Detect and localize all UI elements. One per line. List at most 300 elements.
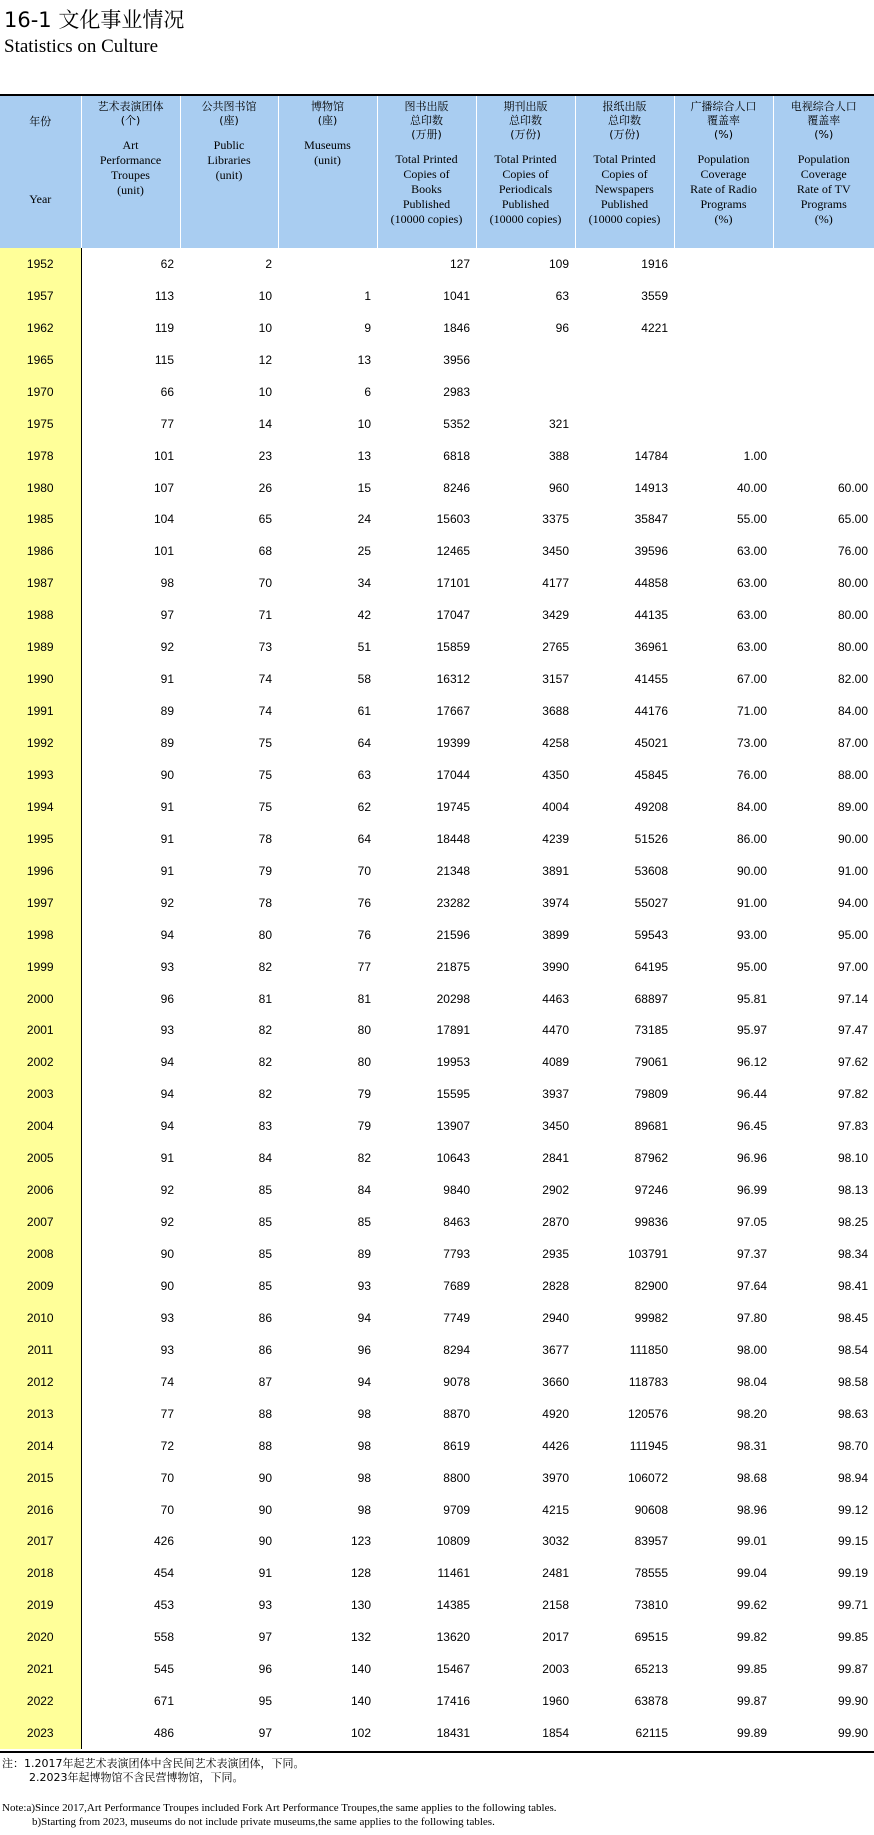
value-cell: 4239 (542, 831, 569, 846)
value-cell: 90 (160, 1247, 174, 1262)
value-cell: 97.14 (837, 991, 868, 1006)
table-row (0, 1717, 874, 1749)
year-cell: 1989 (0, 631, 81, 663)
value-cell: 85 (258, 1183, 272, 1198)
value-cell: 93 (160, 1023, 174, 1038)
value-cell: 97.82 (837, 1087, 868, 1102)
value-cell: 98 (160, 576, 174, 591)
value-cell: 3970 (542, 1470, 569, 1485)
value-cell: 94 (160, 1119, 174, 1134)
value-cell (773, 376, 874, 408)
column-header-books (377, 96, 476, 248)
value-cell: 62 (357, 799, 371, 814)
value-cell: 74 (258, 704, 272, 719)
value-cell: 3450 (542, 1119, 569, 1134)
value-cell: 1 (364, 288, 371, 303)
value-cell: 96 (258, 1662, 272, 1677)
value-cell: 92 (160, 640, 174, 655)
value-cell: 8619 (443, 1438, 470, 1453)
value-cell: 15595 (436, 1087, 470, 1102)
value-cell: 1846 (443, 320, 470, 335)
year-cell: 1970 (0, 376, 81, 408)
value-cell: 1041 (443, 288, 470, 303)
value-cell: 95 (258, 1694, 272, 1709)
value-cell: 94.00 (837, 895, 868, 910)
value-cell: 10 (258, 384, 272, 399)
note-en-1: Note:a)Since 2017,Art Performance Troupes included Fork Art Performance Troupes,the same applies to the following tables. (2, 1802, 557, 1814)
value-cell: 80 (357, 1023, 371, 1038)
value-cell: 4258 (542, 736, 569, 751)
value-cell: 94 (160, 1087, 174, 1102)
value-cell: 91 (160, 672, 174, 687)
value-cell: 96.99 (736, 1183, 767, 1198)
value-cell: 96.44 (736, 1087, 767, 1102)
value-cell: 88 (258, 1438, 272, 1453)
value-cell: 2765 (542, 640, 569, 655)
value-cell: 68897 (634, 991, 668, 1006)
value-cell: 90.00 (837, 831, 868, 846)
year-cell: 2007 (0, 1206, 81, 1238)
value-cell: 3429 (542, 608, 569, 623)
year-cell: 2009 (0, 1270, 81, 1302)
value-cell: 19399 (436, 736, 470, 751)
year-cell: 2023 (0, 1717, 81, 1749)
value-cell: 13907 (436, 1119, 470, 1134)
value-cell: 7689 (443, 1278, 470, 1293)
value-cell: 128 (350, 1566, 371, 1581)
value-cell: 94 (160, 1055, 174, 1070)
value-cell: 2940 (542, 1310, 569, 1325)
value-cell: 6 (364, 384, 371, 399)
header-en: Public Libraries (unit) (207, 138, 251, 182)
value-cell: 90 (160, 1278, 174, 1293)
value-cell: 25 (357, 544, 371, 559)
value-cell: 10809 (436, 1534, 470, 1549)
value-cell: 98.00 (736, 1342, 767, 1357)
header-zh: 电视综合人口 覆盖率 (%) (790, 100, 857, 141)
table-row (0, 1174, 874, 1206)
value-cell: 545 (153, 1662, 174, 1677)
value-cell: 2983 (443, 384, 470, 399)
year-cell: 2004 (0, 1110, 81, 1142)
value-cell: 111945 (629, 1438, 668, 1453)
value-cell: 92 (160, 1183, 174, 1198)
value-cell: 98 (357, 1470, 371, 1485)
table-row (0, 344, 874, 376)
value-cell: 9 (364, 320, 371, 335)
value-cell: 99836 (634, 1215, 668, 1230)
value-cell: 51526 (634, 831, 668, 846)
value-cell: 65 (258, 512, 272, 527)
value-cell: 79 (258, 863, 272, 878)
value-cell: 87962 (634, 1151, 668, 1166)
table-row (0, 631, 874, 663)
table-row (0, 951, 874, 983)
value-cell: 15603 (436, 512, 470, 527)
year-cell: 1996 (0, 855, 81, 887)
value-cell: 93 (160, 1310, 174, 1325)
table-body (0, 248, 874, 1749)
value-cell: 96.12 (736, 1055, 767, 1070)
value-cell: 80.00 (837, 608, 868, 623)
value-cell: 15467 (436, 1662, 470, 1677)
value-cell: 3688 (542, 704, 569, 719)
value-cell: 426 (153, 1534, 174, 1549)
value-cell: 3032 (542, 1534, 569, 1549)
year-cell: 1999 (0, 951, 81, 983)
value-cell: 63.00 (736, 576, 767, 591)
year-cell: 2000 (0, 983, 81, 1015)
value-cell: 83 (258, 1119, 272, 1134)
value-cell: 2935 (542, 1247, 569, 1262)
value-cell: 71 (258, 608, 272, 623)
table-row (0, 1526, 874, 1558)
value-cell: 14913 (634, 480, 668, 495)
year-cell: 2015 (0, 1462, 81, 1494)
value-cell: 19953 (436, 1055, 470, 1070)
value-cell: 12465 (436, 544, 470, 559)
value-cell: 1.00 (743, 448, 767, 463)
value-cell: 2481 (542, 1566, 569, 1581)
value-cell: 89681 (634, 1119, 668, 1134)
value-cell (674, 248, 773, 280)
value-cell: 8294 (443, 1342, 470, 1357)
year-cell: 1952 (0, 248, 81, 280)
value-cell: 96.96 (736, 1151, 767, 1166)
year-cell: 2020 (0, 1621, 81, 1653)
value-cell: 91.00 (837, 863, 868, 878)
value-cell: 99.62 (736, 1598, 767, 1613)
value-cell: 82900 (634, 1278, 668, 1293)
table-row (0, 759, 874, 791)
year-cell: 2003 (0, 1078, 81, 1110)
year-cell: 1965 (0, 344, 81, 376)
value-cell: 65.00 (837, 512, 868, 527)
value-cell (773, 312, 874, 344)
value-cell: 62 (160, 256, 174, 271)
value-cell: 9840 (443, 1183, 470, 1198)
table-row (0, 887, 874, 919)
year-cell: 2017 (0, 1526, 81, 1558)
table-row (0, 1589, 874, 1621)
value-cell: 82 (258, 1087, 272, 1102)
value-cell: 78 (258, 895, 272, 910)
table-row (0, 823, 874, 855)
value-cell: 85 (357, 1215, 371, 1230)
value-cell: 103791 (627, 1247, 668, 1262)
value-cell: 24 (357, 512, 371, 527)
value-cell: 90 (160, 767, 174, 782)
value-cell: 99.71 (837, 1598, 868, 1613)
value-cell: 84.00 (837, 704, 868, 719)
value-cell: 11461 (437, 1566, 470, 1581)
value-cell: 98.96 (736, 1502, 767, 1517)
value-cell: 118783 (628, 1374, 668, 1389)
value-cell: 64 (357, 831, 371, 846)
value-cell: 2841 (542, 1151, 569, 1166)
value-cell: 99.90 (837, 1726, 868, 1741)
table-row (0, 791, 874, 823)
value-cell: 94 (357, 1374, 371, 1389)
notes-en (2, 1801, 556, 1829)
value-cell: 99.85 (736, 1662, 767, 1677)
value-cell: 6818 (443, 448, 470, 463)
year-cell: 2021 (0, 1653, 81, 1685)
year-cell: 1990 (0, 663, 81, 695)
value-cell: 107 (153, 480, 174, 495)
value-cell: 67.00 (736, 672, 767, 687)
value-cell (773, 440, 874, 472)
value-cell: 91 (160, 863, 174, 878)
value-cell: 64 (357, 736, 371, 751)
value-cell: 101 (153, 544, 174, 559)
year-cell: 1978 (0, 440, 81, 472)
value-cell: 2902 (542, 1183, 569, 1198)
header-zh: 广播综合人口 覆盖率 (%) (690, 100, 757, 141)
year-cell: 2010 (0, 1302, 81, 1334)
value-cell: 80 (258, 927, 272, 942)
value-cell: 88 (258, 1406, 272, 1421)
value-cell: 99.01 (736, 1534, 767, 1549)
value-cell: 75 (258, 799, 272, 814)
value-cell: 34 (357, 576, 371, 591)
value-cell: 74 (258, 672, 272, 687)
value-cell: 4463 (542, 991, 569, 1006)
value-cell: 15 (357, 480, 371, 495)
header-en: Total Printed Copies of Newspapers Published (10000 copies) (588, 152, 661, 226)
value-cell: 89 (160, 704, 174, 719)
value-cell: 3157 (542, 672, 569, 687)
value-cell: 58 (357, 672, 371, 687)
value-cell: 101 (153, 448, 174, 463)
column-header-periodicals (476, 96, 575, 248)
value-cell: 97.83 (837, 1119, 868, 1134)
value-cell: 87.00 (837, 736, 868, 751)
value-cell: 17101 (436, 576, 470, 591)
value-cell: 1916 (641, 256, 668, 271)
table-row (0, 1270, 874, 1302)
value-cell: 97 (160, 608, 174, 623)
value-cell: 63.00 (736, 608, 767, 623)
value-cell: 3677 (542, 1342, 569, 1357)
value-cell: 14784 (634, 448, 668, 463)
value-cell: 95.81 (736, 991, 767, 1006)
value-cell: 98.41 (837, 1278, 868, 1293)
year-cell: 1957 (0, 280, 81, 312)
value-cell (674, 344, 773, 376)
value-cell: 55027 (634, 895, 668, 910)
header-row (0, 96, 874, 248)
value-cell: 9709 (443, 1502, 470, 1517)
value-cell: 73810 (634, 1598, 668, 1613)
value-cell: 98.58 (837, 1374, 868, 1389)
value-cell: 64195 (634, 959, 668, 974)
value-cell: 13620 (436, 1630, 470, 1645)
year-cell: 1993 (0, 759, 81, 791)
table-row (0, 1398, 874, 1430)
value-cell: 106072 (627, 1470, 668, 1485)
value-cell: 77 (357, 959, 371, 974)
value-cell: 93 (160, 1342, 174, 1357)
value-cell: 49208 (634, 799, 668, 814)
value-cell: 98.10 (837, 1151, 868, 1166)
value-cell: 70 (258, 576, 272, 591)
value-cell: 8246 (443, 480, 470, 495)
value-cell: 13 (357, 448, 371, 463)
value-cell: 4221 (641, 320, 668, 335)
value-cell: 17047 (436, 608, 470, 623)
year-cell: 2008 (0, 1238, 81, 1270)
value-cell: 98.45 (837, 1310, 868, 1325)
value-cell: 98.68 (736, 1470, 767, 1485)
value-cell: 98.13 (837, 1183, 868, 1198)
header-en: Total Printed Copies of Books Published (10000 copies) (390, 152, 463, 226)
table-row (0, 312, 874, 344)
value-cell: 99.87 (837, 1662, 868, 1677)
value-cell: 109 (548, 256, 569, 271)
value-cell: 120576 (627, 1406, 668, 1421)
value-cell: 97.47 (837, 1023, 868, 1038)
value-cell: 2 (265, 256, 272, 271)
value-cell: 98.25 (837, 1215, 868, 1230)
value-cell: 15859 (436, 640, 470, 655)
value-cell: 3974 (542, 895, 569, 910)
year-cell: 1975 (0, 408, 81, 440)
value-cell: 81 (258, 991, 272, 1006)
value-cell: 87 (258, 1374, 272, 1389)
value-cell: 99.15 (837, 1534, 868, 1549)
table-row (0, 1110, 874, 1142)
header-en: Total Printed Copies of Periodicals Published (10000 copies) (489, 152, 562, 226)
value-cell: 78555 (634, 1566, 668, 1581)
value-cell: 36961 (634, 640, 668, 655)
table-row (0, 1142, 874, 1174)
value-cell: 94 (160, 927, 174, 942)
table-row (0, 695, 874, 727)
value-cell: 1854 (542, 1726, 569, 1741)
table-row (0, 504, 874, 536)
value-cell: 91 (160, 831, 174, 846)
table-row (0, 1015, 874, 1047)
value-cell: 70 (160, 1502, 174, 1517)
value-cell: 19745 (436, 799, 470, 814)
header-en: Year (29, 192, 52, 206)
value-cell: 39596 (634, 544, 668, 559)
table-row (0, 535, 874, 567)
value-cell: 86.00 (736, 831, 767, 846)
value-cell: 98 (357, 1406, 371, 1421)
value-cell: 79061 (634, 1055, 668, 1070)
value-cell: 10643 (436, 1151, 470, 1166)
value-cell: 44135 (634, 608, 668, 623)
value-cell: 98.31 (736, 1438, 767, 1453)
table-row (0, 663, 874, 695)
value-cell (674, 312, 773, 344)
year-cell: 2013 (0, 1398, 81, 1430)
value-cell: 98.70 (837, 1438, 868, 1453)
value-cell: 97.62 (837, 1055, 868, 1070)
value-cell: 1960 (542, 1694, 569, 1709)
value-cell: 7749 (443, 1310, 470, 1325)
header-zh: 公共图书馆 (座) (201, 100, 257, 127)
value-cell: 62115 (635, 1726, 668, 1741)
value-cell: 45021 (634, 736, 668, 751)
value-cell: 60.00 (837, 480, 868, 495)
column-header-troupes (81, 96, 180, 248)
value-cell: 98.04 (736, 1374, 767, 1389)
value-cell: 2158 (542, 1598, 569, 1613)
value-cell: 71.00 (736, 704, 767, 719)
value-cell: 63878 (634, 1694, 668, 1709)
value-cell: 454 (153, 1566, 174, 1581)
table-row (0, 376, 874, 408)
year-cell: 1985 (0, 504, 81, 536)
value-cell: 10 (357, 416, 371, 431)
year-cell: 2014 (0, 1430, 81, 1462)
value-cell: 42 (357, 608, 371, 623)
statistics-table (0, 96, 874, 1749)
year-cell: 1980 (0, 472, 81, 504)
value-cell: 91 (258, 1566, 272, 1581)
value-cell: 97.05 (736, 1215, 767, 1230)
value-cell: 3450 (542, 544, 569, 559)
table-row (0, 567, 874, 599)
table-row (0, 248, 874, 280)
value-cell: 18448 (436, 831, 470, 846)
value-cell (476, 344, 575, 376)
column-header-year (0, 96, 81, 248)
value-cell (674, 280, 773, 312)
value-cell: 69515 (634, 1630, 668, 1645)
header-en: Population Coverage Rate of Radio Programs (%) (690, 152, 757, 226)
value-cell: 10 (258, 288, 272, 303)
value-cell: 91 (160, 1151, 174, 1166)
value-cell: 99982 (634, 1310, 668, 1325)
value-cell: 63.00 (736, 544, 767, 559)
value-cell: 35847 (634, 512, 668, 527)
value-cell: 4089 (542, 1055, 569, 1070)
value-cell: 61 (357, 704, 371, 719)
value-cell: 84 (258, 1151, 272, 1166)
value-cell: 79809 (634, 1087, 668, 1102)
table-row (0, 919, 874, 951)
value-cell: 72 (160, 1438, 174, 1453)
value-cell: 17416 (436, 1694, 470, 1709)
value-cell: 140 (350, 1662, 371, 1677)
value-cell: 75 (258, 736, 272, 751)
value-cell: 99.90 (837, 1694, 868, 1709)
year-cell: 1991 (0, 695, 81, 727)
header-zh: 博物馆 (座) (311, 100, 344, 127)
table-row (0, 1046, 874, 1078)
table-row (0, 1430, 874, 1462)
value-cell: 70 (357, 863, 371, 878)
value-cell: 17891 (436, 1023, 470, 1038)
value-cell: 12 (258, 352, 272, 367)
column-header-radio-coverage (674, 96, 773, 248)
value-cell: 140 (350, 1694, 371, 1709)
value-cell: 65213 (634, 1662, 668, 1677)
value-cell: 99.04 (736, 1566, 767, 1581)
value-cell: 44858 (634, 576, 668, 591)
value-cell: 14385 (436, 1598, 470, 1613)
table-row (0, 1621, 874, 1653)
table-row (0, 1685, 874, 1717)
column-header-newspapers (575, 96, 674, 248)
value-cell: 104 (153, 512, 174, 527)
year-cell: 2006 (0, 1174, 81, 1206)
value-cell: 63 (357, 767, 371, 782)
